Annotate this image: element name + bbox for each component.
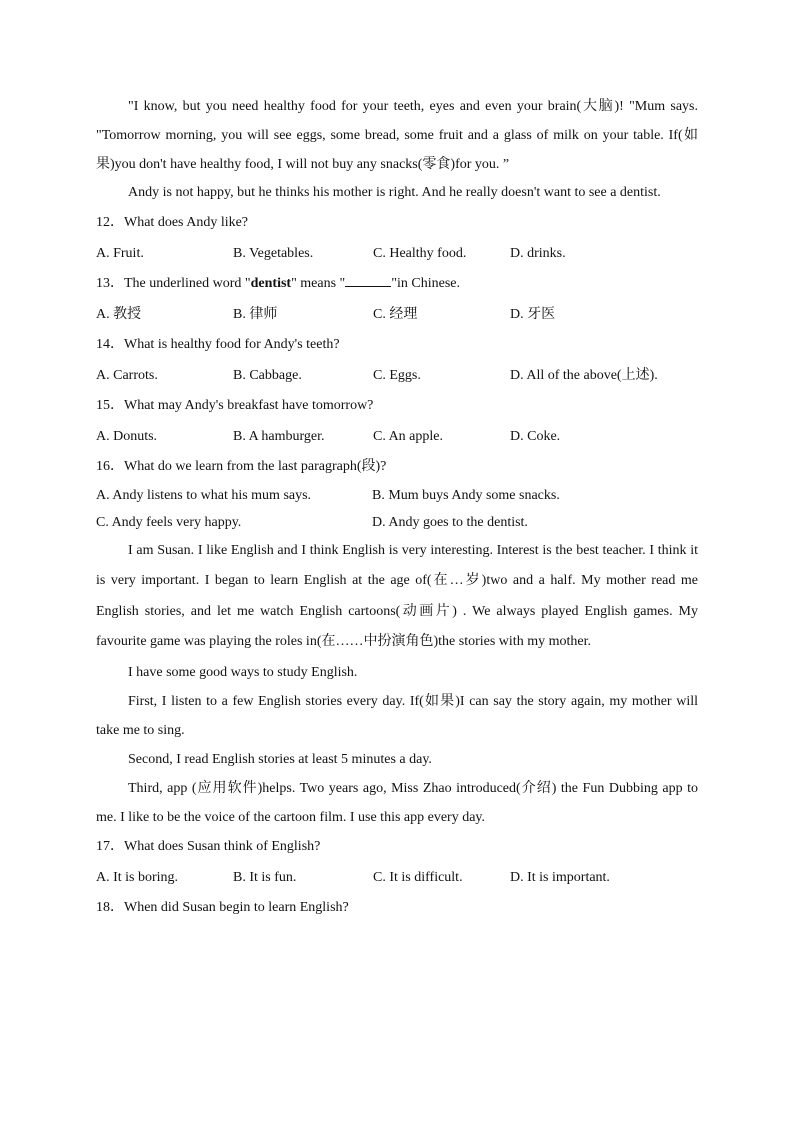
passage2-paragraph-2: I have some good ways to study English. [128, 664, 358, 680]
question-15-option-d[interactable]: D. Coke. [510, 428, 561, 444]
question-12-stem: 12．What does Andy like? [96, 214, 249, 230]
question-14-option-d[interactable]: D. All of the above(上述). [510, 367, 658, 383]
question-16-options-row-2 [96, 509, 698, 536]
question-14-options [96, 360, 698, 391]
question-18-stem: 18．When did Susan begin to learn English? [96, 899, 349, 915]
question-13-option-c[interactable]: C. 经理 [373, 306, 418, 322]
passage1-paragraph-2: Andy is not happy, but he thinks his mother is right. And he really doesn't want to see a dentist. [128, 185, 661, 200]
question-12-option-d[interactable]: D. drinks. [510, 245, 566, 261]
question-17-option-a[interactable]: A. It is boring. [96, 869, 179, 885]
question-13-underlined-word: dentist [250, 275, 292, 291]
question-16-stem: 16．What do we learn from the last paragraph(段)? [96, 458, 387, 474]
question-17-options [96, 862, 698, 893]
question-13-stem-end: "in Chinese. [391, 275, 460, 291]
answer-blank [345, 274, 391, 287]
question-16-options-row-1 [96, 482, 698, 509]
question-13-option-d[interactable]: D. 牙医 [510, 306, 556, 322]
question-16-option-c[interactable]: C. Andy feels very happy. [96, 514, 242, 530]
passage1-paragraph-1: "I know, but you need healthy food for your teeth, eyes and even your brain(大脑)! "Mum says. "Tomorrow morning, you will see eggs, some bread, some fruit and a glass of milk on your table. If(如果)you don't have healthy food, I will not buy any snacks(零食)for you. ” [96, 99, 698, 172]
question-13-options [96, 299, 698, 330]
question-12-option-a[interactable]: A. Fruit. [96, 245, 144, 261]
question-13-option-a[interactable]: A. 教授 [96, 306, 142, 322]
question-17-stem: 17．What does Susan think of English? [96, 838, 321, 854]
question-12-options [96, 238, 698, 269]
question-17-option-d[interactable]: D. It is important. [510, 869, 610, 885]
question-13-stem [96, 269, 698, 299]
question-16-option-b[interactable]: B. Mum buys Andy some snacks. [372, 487, 560, 503]
question-12-option-b[interactable]: B. Vegetables. [233, 245, 314, 261]
question-13-stem-start: 13．The underlined word " [96, 275, 251, 291]
passage2-paragraph-5: Third, app (应用软件)helps. Two years ago, Miss Zhao introduced(介绍) the Fun Dubbing app to me. I like to be the voice of the cartoon film. I use this app every day. [96, 780, 698, 825]
question-15-stem: 15．What may Andy's breakfast have tomorrow? [96, 397, 374, 413]
passage2-paragraph-1: I am Susan. I like English and I think English is very interesting. Interest is the best teacher. I think it is very important. I began to learn English at the age of(在…岁)two and a half. My mother read me English stories, and let me watch English cartoons(动画片) . We always played English games. My favourite game was playing the roles in(在……中扮演角色)the stories with my mother. [96, 542, 698, 649]
question-15-option-a[interactable]: A. Donuts. [96, 428, 158, 444]
passage2-paragraph-3: First, I listen to a few English stories every day. If(如果)I can say the story again, my mother will take me to sing. [96, 693, 698, 738]
question-15-options [96, 421, 698, 452]
question-14-option-a[interactable]: A. Carrots. [96, 367, 158, 383]
question-17-option-b[interactable]: B. It is fun. [233, 869, 297, 885]
question-16-option-d[interactable]: D. Andy goes to the dentist. [372, 514, 528, 530]
exam-page [96, 92, 698, 923]
passage2-paragraph-4: Second, I read English stories at least 5 minutes a day. [128, 751, 432, 767]
question-14-stem: 14．What is healthy food for Andy's teeth? [96, 336, 340, 352]
question-12-option-c[interactable]: C. Healthy food. [373, 245, 467, 261]
question-15-option-b[interactable]: B. A hamburger. [233, 428, 325, 444]
question-13-option-b[interactable]: B. 律师 [233, 306, 278, 322]
question-14-option-b[interactable]: B. Cabbage. [233, 367, 302, 383]
question-13-stem-middle: " means " [291, 275, 346, 291]
question-16-option-a[interactable]: A. Andy listens to what his mum says. [96, 487, 312, 503]
question-14-option-c[interactable]: C. Eggs. [373, 367, 421, 383]
question-15-option-c[interactable]: C. An apple. [373, 428, 443, 444]
question-17-option-c[interactable]: C. It is difficult. [373, 869, 463, 885]
